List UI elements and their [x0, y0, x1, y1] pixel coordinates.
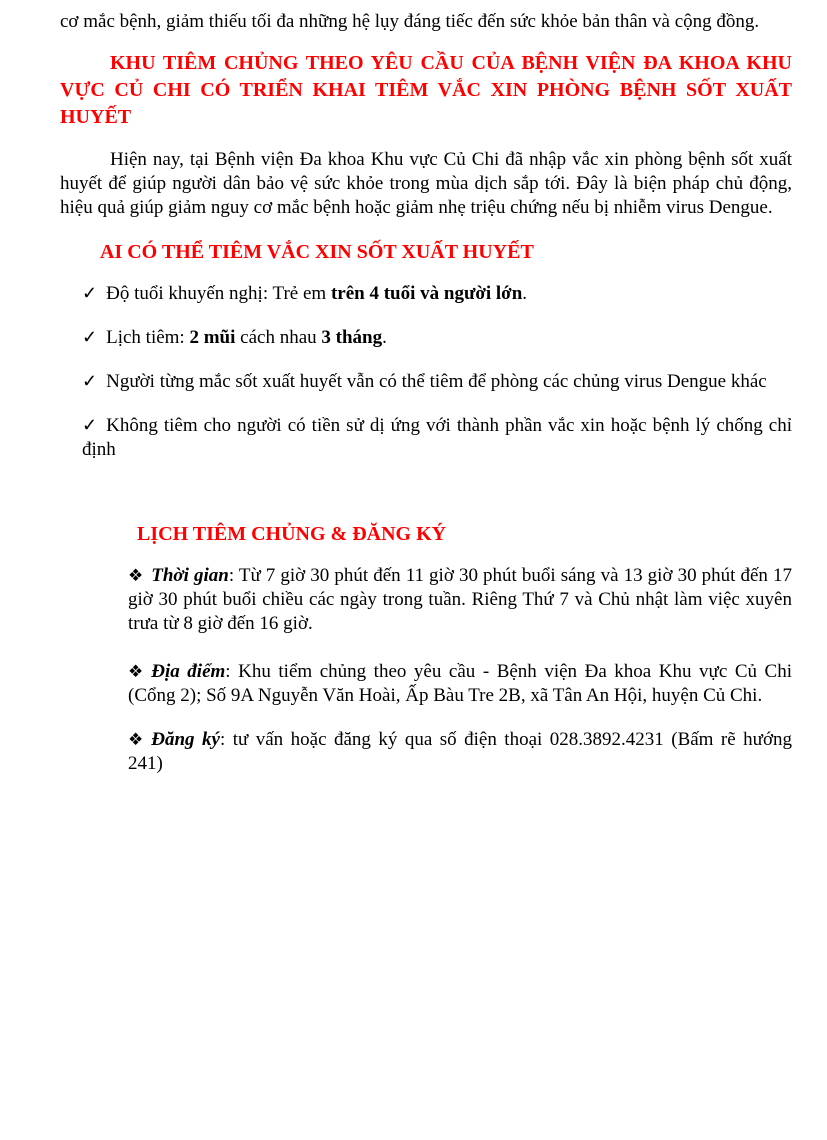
list-item-schedule-doses [82, 325, 792, 350]
schedule-item-registration [128, 728, 792, 776]
diamond-bullet-icon: ❖ [128, 662, 144, 681]
list-item-previous-infection [82, 369, 792, 394]
heading-schedule-registration: LỊCH TIÊM CHỦNG & ĐĂNG KÝ [137, 523, 447, 545]
list-item-text: Người từng mắc sốt xuất huyết vẫn có thể tiêm để phòng các chủng virus Dengue khác [106, 371, 767, 392]
schedule-item-label: Đăng ký [151, 729, 220, 750]
list-item-text: . [382, 327, 387, 348]
schedule-item-text: : Khu tiểm chủng theo yêu cầu - Bệnh viện Đa khoa Khu vực Củ Chi (Cổng 2); Số 9A Nguyễn Văn Hoài, Ấp Bàu Tre 2B, xã Tân An Hội, huyện Củ Chi. [128, 661, 792, 706]
schedule-list [60, 564, 792, 776]
list-item-text: Không tiêm cho người có tiền sử dị ứng với thành phần vắc xin hoặc bệnh lý chống chỉ định [82, 415, 792, 460]
list-item-bold-text: 3 tháng [321, 327, 383, 348]
list-item-text: Độ tuổi khuyến nghị: Trẻ em [106, 283, 331, 304]
checkmark-icon: ✓ [82, 283, 98, 303]
schedule-item-label: Thời gian [151, 565, 229, 586]
list-item-text: . [522, 283, 528, 304]
diamond-bullet-icon: ❖ [128, 730, 144, 749]
list-item-text: cách nhau [235, 327, 322, 348]
heading-vaccination-area: KHU TIÊM CHỦNG THEO YÊU CẦU CỦA BỆNH VIỆN ĐA KHOA KHU VỰC CỦ CHI CÓ TRIỂN KHAI TIÊM VẮC XIN PHÒNG BỆNH SỐT XUẤT HUYẾT [60, 52, 792, 128]
checkmark-icon: ✓ [82, 371, 98, 391]
intro-tail-paragraph: cơ mắc bệnh, giảm thiếu tối đa những hệ lụy đáng tiếc đến sức khỏe bản thân và cộng đồng. [60, 11, 760, 32]
schedule-item-location [128, 660, 792, 708]
checkmark-icon: ✓ [82, 327, 98, 347]
schedule-item-label: Địa điểm [151, 661, 226, 682]
heading-who-can-vaccinate: AI CÓ THỂ TIÊM VẮC XIN SỐT XUẤT HUYẾT [100, 241, 534, 263]
list-item-text: Lịch tiêm: [106, 327, 190, 348]
schedule-item-text: : tư vấn hoặc đăng ký qua số điện thoại 028.3892.4231 (Bấm rẽ hướng 241) [128, 729, 792, 774]
checkmark-icon: ✓ [82, 415, 98, 435]
intro-paragraph: Hiện nay, tại Bệnh viện Đa khoa Khu vực Củ Chi đã nhập vắc xin phòng bệnh sốt xuất huyết để giúp người dân bảo vệ sức khỏe trong mùa dịch sắp tới. Đây là biện pháp chủ động, hiệu quả giúp giảm nguy cơ mắc bệnh hoặc giảm nhẹ triệu chứng nếu bị nhiễm virus Dengue. [60, 149, 792, 218]
diamond-bullet-icon: ❖ [128, 566, 144, 585]
list-item-bold-text: 2 mũi [189, 327, 236, 348]
list-item-contraindication [82, 413, 792, 462]
list-item-age [82, 281, 792, 306]
list-item-bold-text: trên 4 tuổi và người lớn [330, 283, 523, 304]
schedule-item-time [128, 564, 792, 636]
eligibility-list [60, 281, 792, 462]
schedule-item-text: : Từ 7 giờ 30 phút đến 11 giờ 30 phút buổi sáng và 13 giờ 30 phút đến 17 giờ 30 phút buổi chiều các ngày trong tuần. Riêng Thứ 7 và Chủ nhật làm việc xuyên trưa từ 8 giờ đến 16 giờ. [128, 565, 793, 634]
